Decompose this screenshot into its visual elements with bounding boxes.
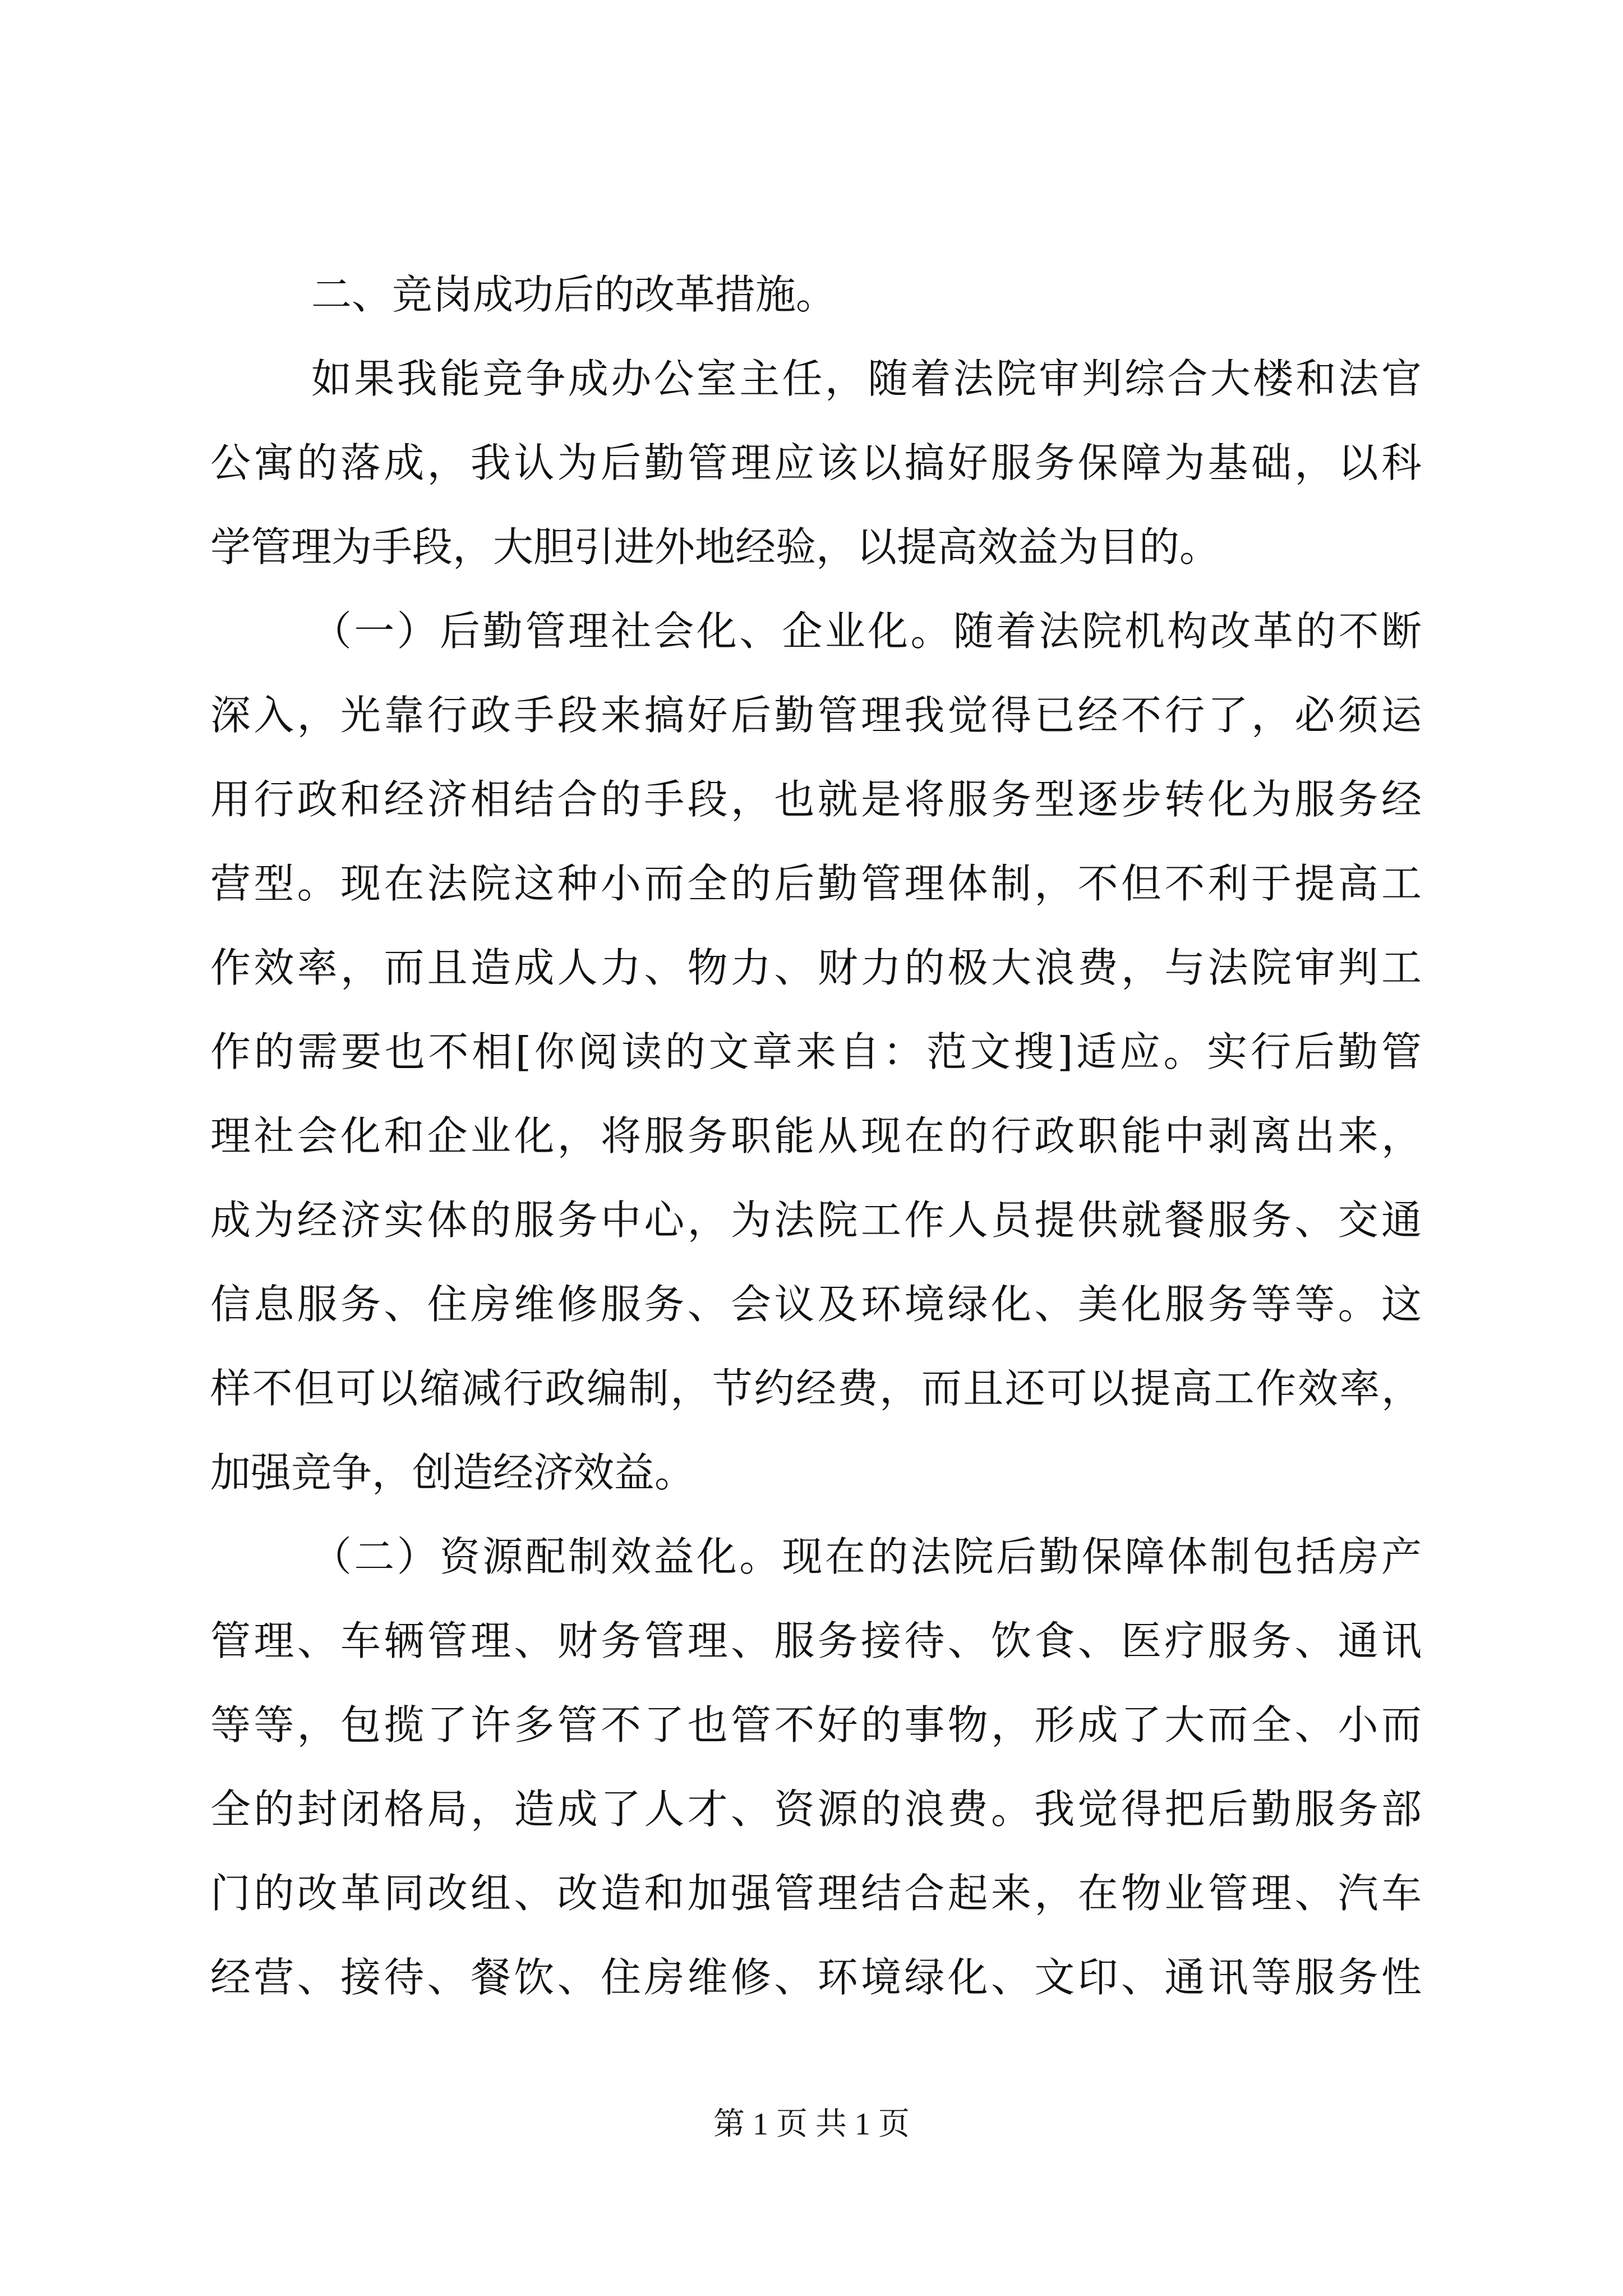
text-line: 门的改革同改组、改造和加强管理结合起来，在物业管理、汽车 [210,1870,1422,1917]
text-line: 加强竞争，创造经济效益。 [210,1449,695,1496]
text-line: （一）后勤管理社会化、企业化。随着法院机构改革的不断 [311,608,1422,655]
text-line: 样不但可以缩减行政编制，节约经费，而且还可以提高工作效率， [210,1365,1422,1412]
text-line: 全的封闭格局，造成了人才、资源的浪费。我觉得把后勤服务部 [210,1786,1422,1833]
text-line: 经营、接待、餐饮、住房维修、环境绿化、文印、通讯等服务性 [210,1954,1422,2001]
text-line: 学管理为手段，大胆引进外地经验，以提高效益为目的。 [210,523,1220,570]
text-line: 信息服务、住房维修服务、会议及环境绿化、美化服务等等。这 [210,1281,1422,1328]
text-line: 如果我能竞争成办公室主任，随着法院审判综合大楼和法官 [311,355,1422,402]
text-line: 作的需要也不相[你阅读的文章来自：范文搜]适应。实行后勤管 [210,1028,1422,1075]
text-line: 理社会化和企业化，将服务职能从现在的行政职能中剥离出来， [210,1112,1422,1159]
text-line: 成为经济实体的服务中心，为法院工作人员提供就餐服务、交通 [210,1197,1422,1244]
heading-line: 二、竞岗成功后的改革措施。 [311,271,837,318]
page-number-footer: 第 1 页 共 1 页 [713,2107,910,2142]
text-line: 等等，包揽了许多管不了也管不好的事物，形成了大而全、小而 [210,1701,1422,1749]
text-line: 管理、车辆管理、财务管理、服务接待、饮食、医疗服务、通讯 [210,1617,1422,1664]
text-line: 营型。现在法院这种小而全的后勤管理体制，不但不利于提高工 [210,860,1422,907]
text-line: （二）资源配制效益化。现在的法院后勤保障体制包括房产 [311,1533,1422,1580]
text-line: 公寓的落成，我认为后勤管理应该以搞好服务保障为基础，以科 [210,439,1422,486]
text-line: 用行政和经济相结合的手段，也就是将服务型逐步转化为服务经 [210,776,1422,823]
text-line: 深入，光靠行政手段来搞好后勤管理我觉得已经不行了，必须运 [210,692,1422,739]
text-line: 作效率，而且造成人力、物力、财力的极大浪费，与法院审判工 [210,944,1422,991]
